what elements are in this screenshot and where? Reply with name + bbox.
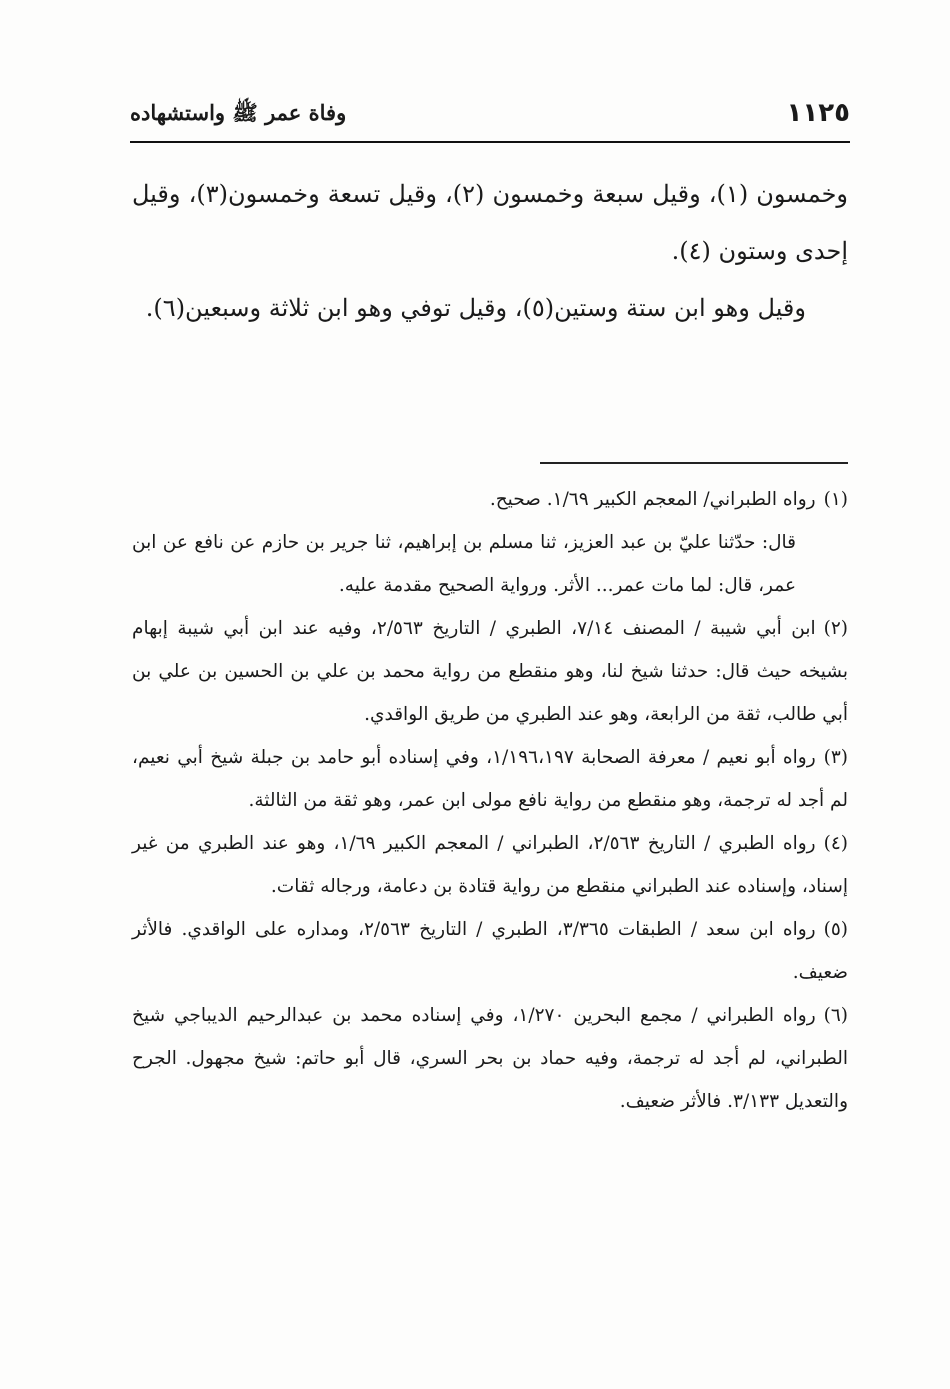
footnote-continuation: قال: حدّثنا عليّ بن عبد العزيز، ثنا مسلم بن إبراهيم، ثنا جرير بن حازم عن نافع عن ابن عمر، قال: لما مات عمر... الأثر. ورواية الصحيح مقدمة عليه. <box>132 532 796 596</box>
footnote-number: (٢) <box>823 618 848 639</box>
footnote-text: رواه الطبراني / مجمع البحرين ١/٢٧٠، وفي إسناده محمد بن عبدالرحيم الديباجي شيخ الطبراني، لم أجد له ترجمة، وفيه حماد بن بحر السري، قال أبو حاتم: شيخ مجهول. الجرح والتعديل ٣/١٣٣. فالأثر ضعيف. <box>132 1005 848 1112</box>
main-text <box>132 166 848 337</box>
footnote-number: (٦) <box>823 1005 849 1026</box>
footnote-text: رواه ابن سعد / الطبقات ٣/٣٦٥، الطبري / التاريخ ٢/٥٦٣، ومداره على الواقدي. فالأثر ضعيف. <box>132 919 848 983</box>
header-rule <box>130 141 850 143</box>
footnote-text: ابن أبي شيبة / المصنف ٧/١٤، الطبري / التاريخ ٢/٥٦٣، وفيه عند ابن أبي شيبة إبهام بشيخه حيث قال: حدثنا شيخ لنا، وهو منقطع من رواية محمد بن علي بن الحسين بن علي بن أبي طالب، ثقة من الرابعة، وهو عند الطبري من طريق الواقدي. <box>132 618 848 725</box>
footnote-2 <box>132 607 848 736</box>
footnote-text: رواه الطبراني/ المعجم الكبير ١/٦٩. صحيح. <box>489 489 816 510</box>
running-title: وفاة عمر ﷺ واستشهاده <box>130 100 347 125</box>
body-paragraph: وخمسون (١)، وقيل سبعة وخمسون (٢)، وقيل تسعة وخمسون(٣)، وقيل إحدى وستون (٤). <box>132 180 849 265</box>
footnote-6 <box>132 994 848 1123</box>
footnote-1 <box>132 478 848 607</box>
body-paragraph: وقيل وهو ابن ستة وستين(٥)، وقيل توفي وهو ابن ثلاثة وسبعين(٦). <box>145 294 806 322</box>
footnote-text: رواه أبو نعيم / معرفة الصحابة ١/١٩٦،١٩٧، وفي إسناده أبو حامد بن جبلة شيخ أبي نعيم، لم أجد له ترجمة، وهو منقطع من رواية نافع مولى ابن عمر، وهو ثقة من الثالثة. <box>132 747 848 811</box>
footnote-number: (١) <box>823 489 848 510</box>
footnote-number: (٣) <box>823 747 848 768</box>
footnote-3 <box>132 736 848 822</box>
footnote-number: (٤) <box>823 833 848 854</box>
footnote-number: (٥) <box>823 919 848 940</box>
page-number: ١١٢٥ <box>786 98 850 128</box>
footnotes <box>132 478 848 1123</box>
footnote-5 <box>132 908 848 994</box>
footnote-text: رواه الطبري / التاريخ ٢/٥٦٣، الطبراني / المعجم الكبير ١/٦٩، وهو عند الطبري من غير إسناد، وإسناده عند الطبراني منقطع من رواية قتادة بن دعامة، ورجاله ثقات. <box>132 833 848 897</box>
footnote-4 <box>132 822 848 908</box>
page-header <box>130 96 850 136</box>
footnote-separator <box>540 462 848 464</box>
